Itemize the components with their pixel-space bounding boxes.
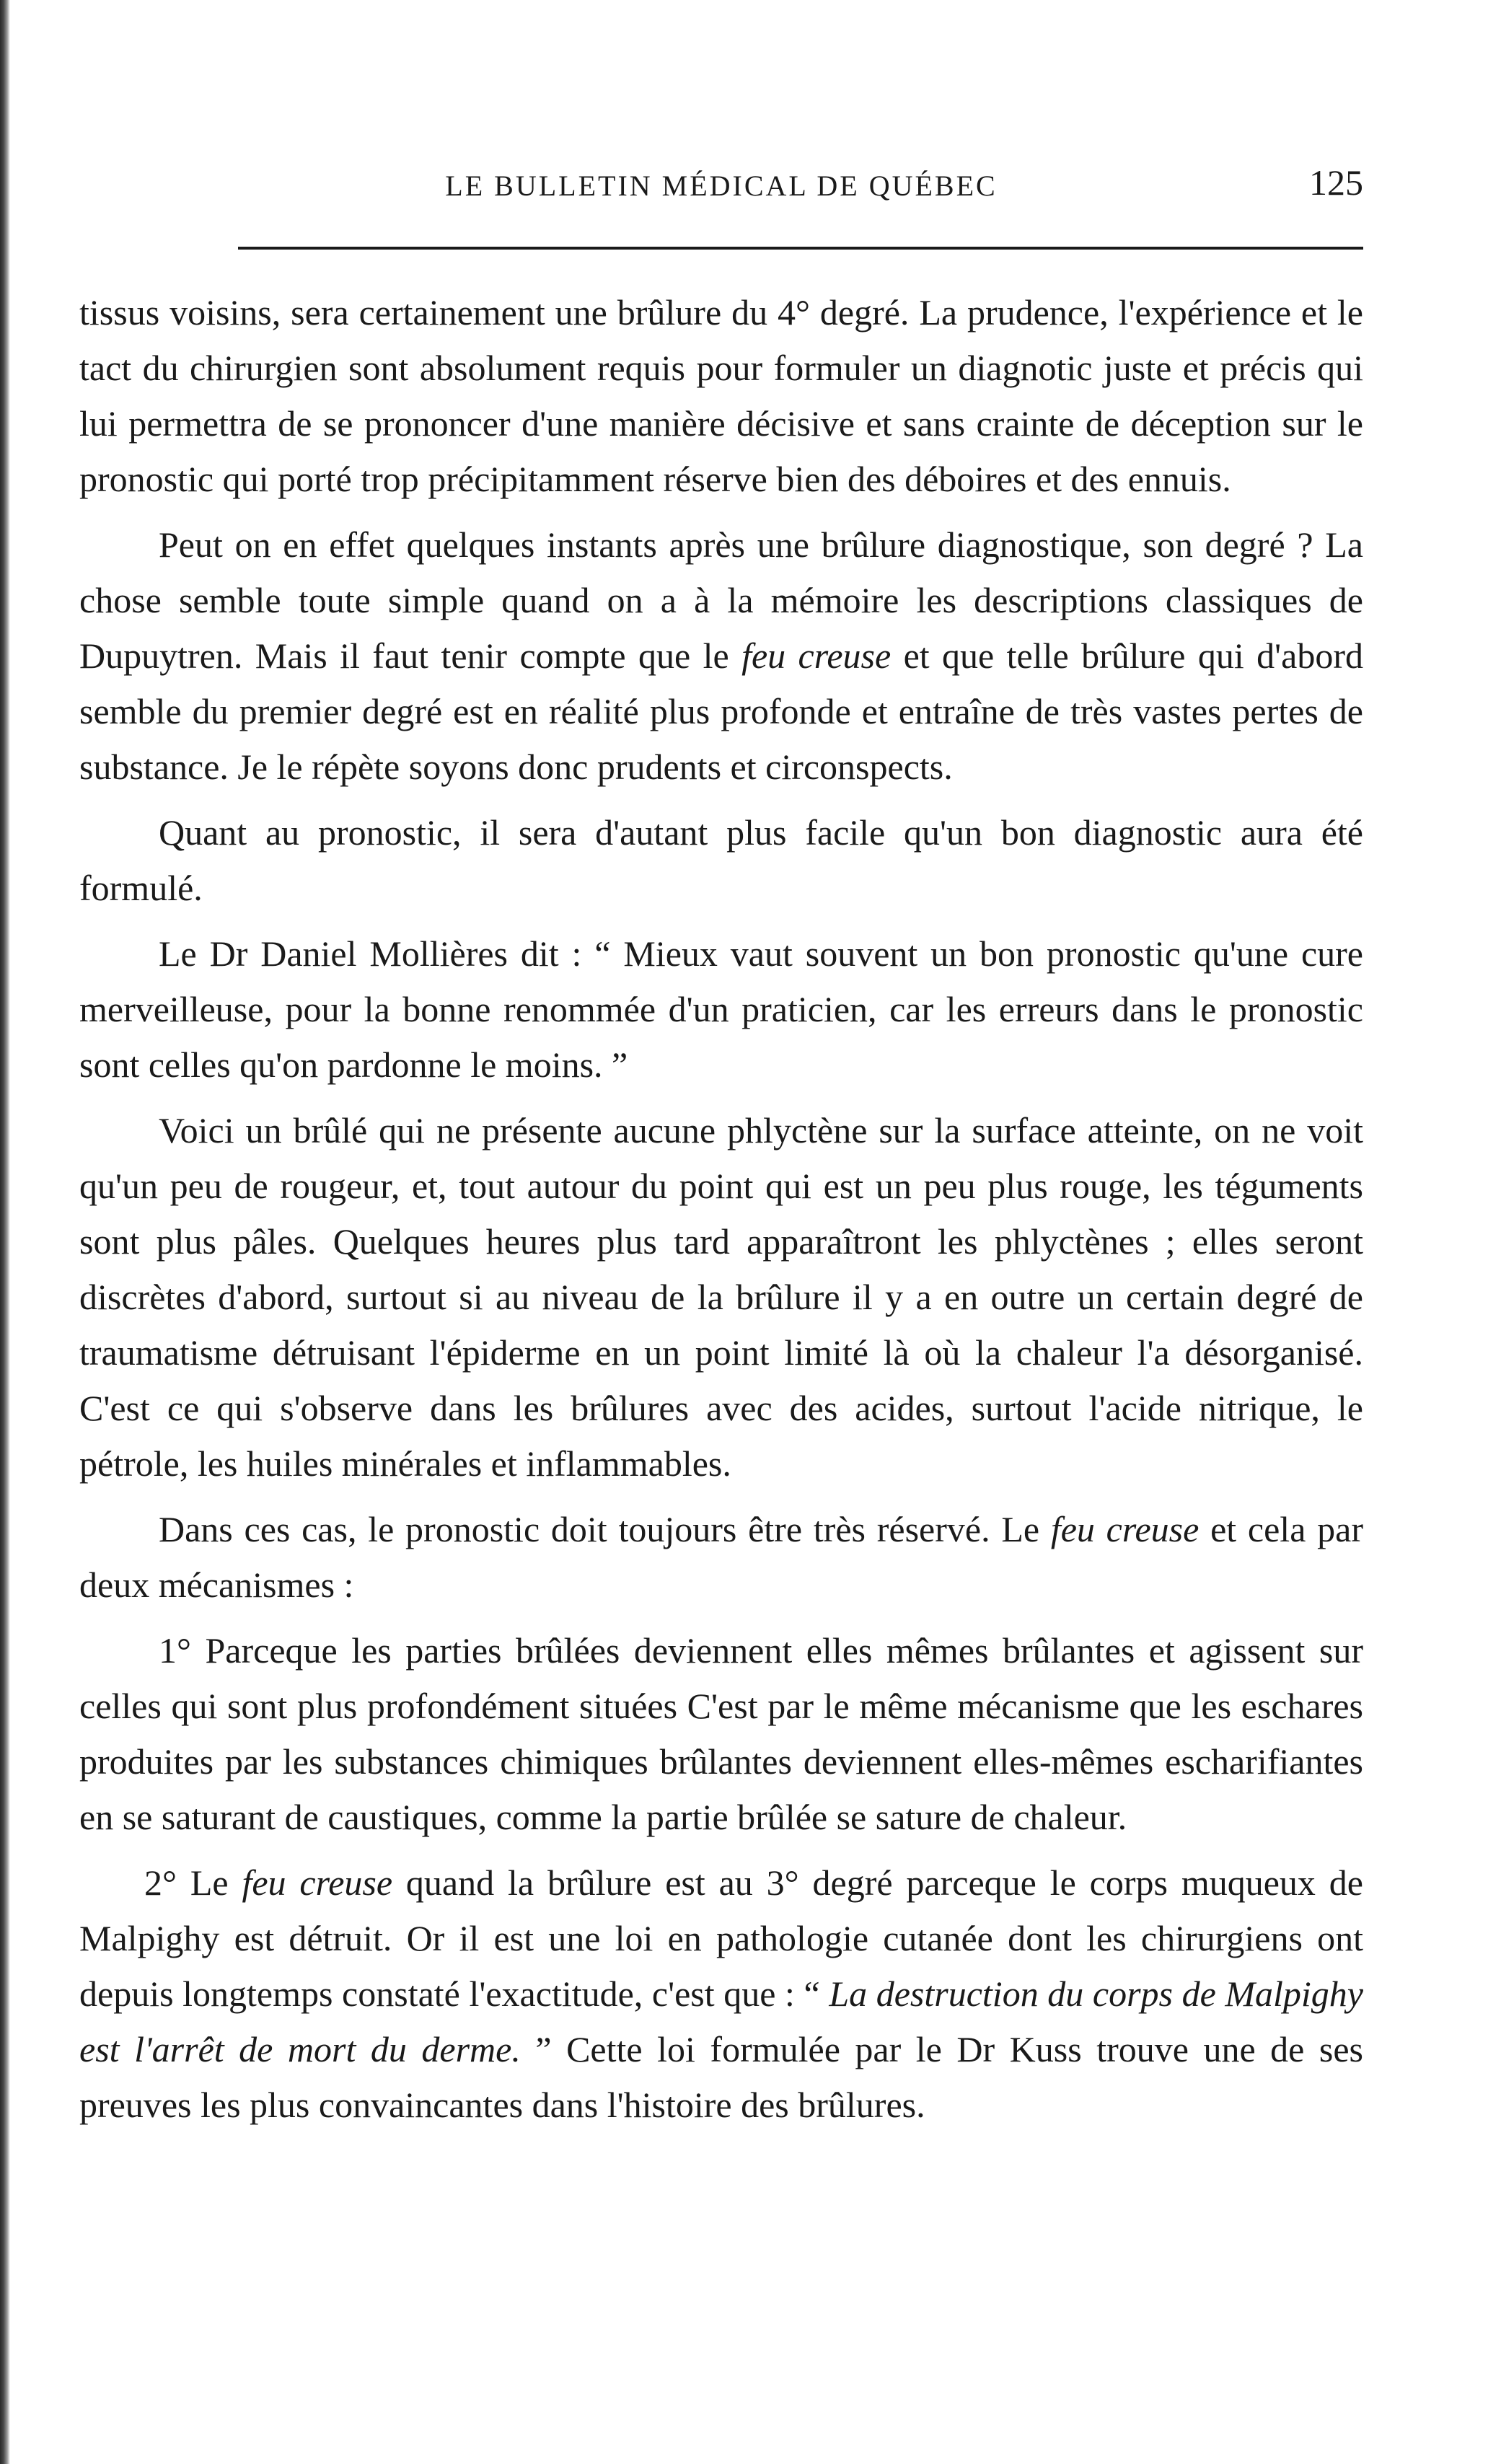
paragraph-text: Dans ces cas, le pronostic doit toujours être très réservé. Le [159, 1509, 1051, 1549]
paragraph-text: tissus voisins, sera certainement une brûlure du 4° degré. La prudence, l'expérience et le tact du chirurgien sont absolument requis pour formuler un diagnotic juste et précis qui lui permettra de se prononcer d'une manière décisive et sans crainte de déception sur le pronostic qui porté trop précipitamment réserve bien des déboires et des ennuis. [79, 292, 1363, 499]
paragraph-8 [79, 1855, 1363, 2133]
article-body [79, 285, 1363, 2133]
italic-quotation: La destruction du corps de Malpighy est l'arrêt de mort du derme. [79, 1974, 1363, 2069]
paragraph-text: et que telle brûlure qui d'abord semble du premier degré est en réalité plus profonde et entraîne de très vastes pertes de substance. Je le répète soyons donc prudents et circonspects. [79, 635, 1363, 787]
header-rule [238, 247, 1363, 250]
paragraph-text: Voici un brûlé qui ne présente aucune phlyctène sur la surface atteinte, on ne voit qu'un peu de rougeur, et, tout autour du point qui est un peu plus rouge, les téguments sont plus pâles. Quelques heures plus tard apparaîtront les phlyctènes ; elles seront discrètes d'abord, surtout si au niveau de la brûlure il y a en outre un certain degré de traumatisme détruisant l'épiderme en un point limité là où la chaleur l'a désorganisé. C'est ce qui s'observe dans les brûlures avec des acides, surtout l'acide nitrique, le pétrole, les huiles minérales et inflammables. [79, 1110, 1363, 1484]
paragraph-text: 2° Le [144, 1862, 242, 1903]
paragraph-text: ” Cette loi formulée par le Dr Kuss trouve une de ses preuves les plus convaincantes dans l'histoire des brûlures. [79, 2029, 1363, 2125]
paragraph-5 [79, 1103, 1363, 1492]
italic-phrase: feu creuse [741, 635, 892, 676]
paragraph-text: Quant au pronostic, il sera d'autant plus facile qu'un bon diagnostic aura été formulé. [79, 812, 1363, 908]
paragraph-text: 1° Parceque les parties brûlées deviennent elles mêmes brûlantes et agissent sur celles qui sont plus profondément situées C'est par le même mécanisme que les eschares produites par les substances chimiques brûlantes deviennent elles-mêmes escharifiantes en se saturant de caustiques, comme la partie brûlée se sature de chaleur. [79, 1630, 1363, 1837]
page-binding-edge [0, 0, 10, 2464]
paragraph-4 [79, 926, 1363, 1093]
paragraph-text: Le Dr Daniel Mollières dit : “ Mieux vaut souvent un bon pronostic qu'une cure merveilleuse, pour la bonne renommée d'un praticien, car les erreurs dans le pronostic sont celles qu'on pardonne le moins. ” [79, 933, 1363, 1085]
paragraph-text: Peut on en effet quelques instants après une brûlure diagnostique, son degré ? La chose semble toute simple quand on a à la mémoire les descriptions classiques de Dupuytren. Mais il faut tenir compte que le [79, 524, 1363, 676]
paragraph-3 [79, 805, 1363, 916]
paragraph-2 [79, 517, 1363, 795]
italic-phrase: feu creuse [242, 1862, 393, 1903]
running-title: LE BULLETIN MÉDICAL DE QUÉBEC [445, 170, 998, 202]
paragraph-6 [79, 1502, 1363, 1613]
page-number: 125 [1309, 162, 1363, 203]
paragraph-text: et cela par deux mécanismes : [79, 1509, 1363, 1605]
paragraph-text: quand la brûlure est au 3° degré parceque le corps muqueux de Malpighy est détruit. Or il est une loi en pathologie cutanée dont les chirurgiens ont depuis longtemps constaté l'exactitude, c'est que : “ [79, 1862, 1363, 2014]
italic-phrase: feu creuse [1050, 1509, 1200, 1549]
paragraph-7 [79, 1623, 1363, 1845]
paragraph-1 [79, 285, 1363, 507]
page-header [79, 159, 1363, 216]
